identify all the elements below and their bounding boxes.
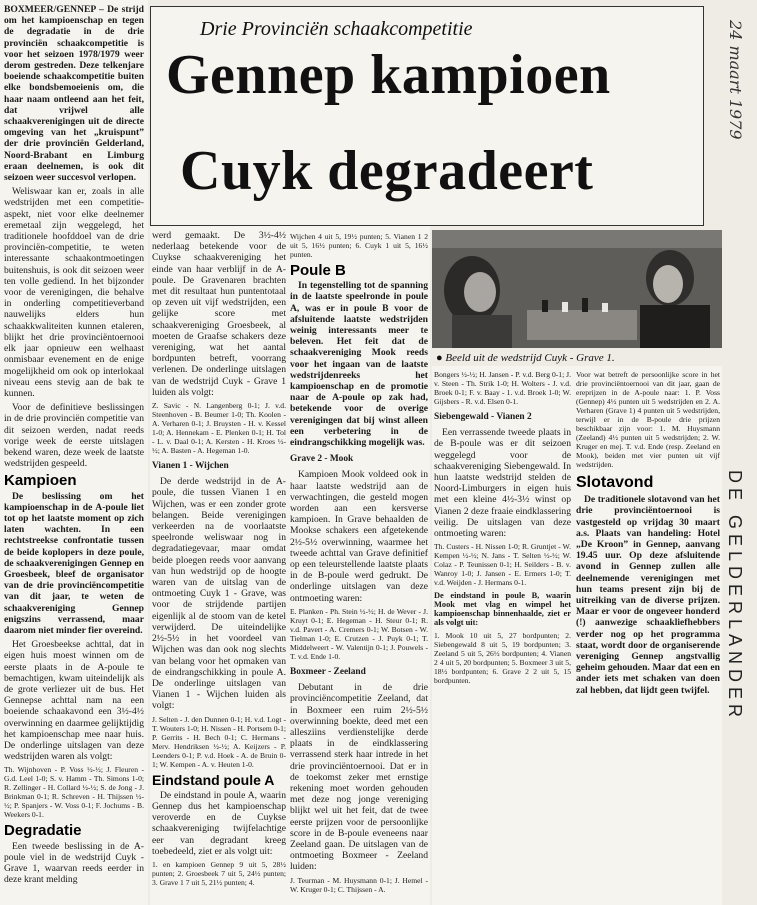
col2-results-1: Z. Savic - N. Langenberg 0-1; J. v.d. Steenhoven - B. Beumer 1-0; Th. Koolen - A. Verharen 0-1; J. Bruysten - H. v. Kessel 1-0; A. Hennekam - E. Plenken 0-1; H. Tol - L. v. Daal 0-1; A. Kersten - H. Kroes ½-½; A. Basten - A. Hegeman 1-0.	[152, 401, 286, 456]
col2-eindstand: De eindstand in poule A, waarin Gennep dus het kampioenschap veroverde en de Cuykse schaakvereniging twijfelachtige eer van degradant kreeg toebedeeld, ziet er als volgt uit:	[152, 789, 286, 857]
col1-paragraph-3: Het Groesbeekse achttal, dat in eigen huis moest winnen om de eerste plaats in de A-poule te bemachtigen, kwam uiteindelijk als de grote verliezer uit de bus. Het Gennepse achttal nam na een boeiende schaakavond een 3½-4½ overwinning en daarmee gelijktijdig het kampioenschap mee naar huis. De onderlinge uitslagen van deze wedstrijden waren als volgt:	[4, 639, 144, 763]
col3-boxmeer: Debutant in de drie provinciëncompetitie Zeeland, dat in Boxmeer een ruim 2½-5½ overwinning boekte, deed met een allesziins verdienstelijke derde plaats in de eindklassering verrassend sterk haar intrede in het drie provinciëntoernooi. Dat er in de toekomst zeker met ernstige rekening moet worden gehouden met deze nog jonge vereniging blijkt wel uit het feit, dat de twee eerste prijzen voor de persoonlijke score in de B-poule eveneens naar Zeeland gaan. De uitslagen van de ontmoeting Boxmeer - Zeeland luiden:	[290, 682, 428, 873]
headline-line-2: Cuyk degradeert	[180, 140, 594, 202]
photo-caption: ● Beeld uit de wedstrijd Cuyk - Grave 1.	[436, 352, 615, 364]
col2-results-3: 1. en kampioen Gennep 9 uit 5, 28½ punten; 2. Groesbeek 7 uit 5, 24½ punten; 3. Grave 1 7 uit 5, 21½ punten; 4.	[152, 859, 286, 887]
col4-eindstand-b: De eindstand in poule B, waarin Mook met vlag en wimpel het kampioenschap binnenhaalde, ziet er als volgt uit:	[434, 591, 571, 628]
column-5	[576, 368, 720, 902]
col1-paragraph-1: Weliswaar kan er, zoals in alle wedstrijden met een competitie-aspekt, niet voor elke deelnemer eremetaal zijn weggelegd, het traditionele hoofddoel van de drie provinciën-competitie, te weten interessante schaakontmoetingen buitenshuis, is ook dit seizoen weer ten volle gediend. In het bijzonder voor de verenigingen, die behalve in onderling competitieverband nauwelijks elders hun schaakkwaliteiten kunnen etaleren, blijkt het drie provinciëntoernooi elk jaar opnieuw een welhaast onmisbaar evenement en de enige mogelijkheid om ook op interlokaal niveau eens stevig aan de bak te kunnen.	[4, 186, 144, 399]
heading-boxmeer-zeeland: Boxmeer - Zeeland	[290, 666, 366, 677]
col2-vianen: De derde wedstrijd in de A-poule, die tussen Vianen 1 en Wijchen, was er een zonder grote belangen. Beide verenigingen verkeerden na de voorlaatste speelronde weliswaar nog in degradatiegevaar, maar omdat beide ploegen reeds voor aanvang van hun wedstrijd op de hoogte waren van de uitslag van de ontmoeting Cuyk 1 - Grave, was voor de strijdende partijen eigenlijk al de stoom van de ketel verwijderd. De uiteindelijke 2½-5½ in het voordeel van Wijchen was dan ook nog slechts van belang voor het opmaken van de eindrangschikking in poule A. De onderlinge uitslagen van Vianen 1 - Wijchen luiden als volgt:	[152, 476, 286, 712]
intro-text: – De strijd om het kampioenschap en tegen de degradatie in de drie provinciën schaakcompetitie is voor het seizoen 1978/1979 weer derom gestreden. Deze telkenjare boeiende schaakcompetitie buiten elke bondsbemoeienis om, die haar naam ontleend aan het feit, dat vrijwel alle schaakverenigingen uit de directe omgeving van het „kruispunt” der drie provinciën Gelderland, Noord-Brabant en Limburg eraan deelnemen, is ook dit seizoen weer succesvol verlopen.	[4, 4, 144, 184]
heading-grave2-mook: Grave 2 - Mook	[290, 454, 354, 465]
heading-kampioen: Kampioen	[4, 472, 77, 490]
col3-poule-b: In tegenstelling tot de spanning in de laatste speelronde in poule A, was er in poule B voor de afsluitende laatste wedstrijden weinig interessants meer te beleven. Het feit dat de schaakvereniging Mook reeds voor het ingaan van de laatste wedstrijdenreeks het kampioenschap en de promotie naar de A-poule op zak had, betekende voor de overige verenigingen dat bij winst alleen een verbetering in de eindrangschikking mogelijk was.	[290, 280, 428, 449]
column-2	[152, 230, 286, 902]
newspaper-name: DE GELDERLANDER	[725, 470, 745, 723]
heading-eindstand-a: Eindstand poule A	[152, 771, 275, 788]
kicker: Drie Provinciën schaakcompetitie	[200, 18, 473, 40]
heading-slotavond: Slotavond	[576, 474, 654, 491]
photo-caption-text: Beeld uit de wedstrijd Cuyk - Grave 1.	[445, 352, 615, 364]
col2-paragraph-1: werd gemaakt. De 3½-4½ nederlaag betekende voor de Cuykse schaakvereniging het einde van haar verblijf in de A-poule. De Gravenaren brachten met dit resultaat hun puntentotaal op zeven uit vijf wedstrijden, een gelijke score met schaakvereniging Groesbeek, al moeten de Graafse schakers deze vereniging, wat het aantal bordpunten betreft, voorrang verlenen. De onderlinge uitslagen van de wedstrijd Cuyk - Grave 1 luiden als volgt:	[152, 230, 286, 398]
left-column	[4, 4, 144, 899]
photo-image	[432, 230, 722, 348]
col1-degradatie: Een tweede beslissing in de A-poule viel in de wedstrijd Cuyk - Grave 1, waarvan reeds eerder in deze krant melding	[4, 840, 144, 886]
col3-top: Wijchen 4 uit 5, 19½ punten; 5. Vianen 1 2 uit 5, 16½ punten; 6. Cuyk 1 uit 5, 16½ punten.	[290, 232, 428, 259]
dateline: BOXMEER/GENNEP	[4, 4, 96, 15]
col3-results: E. Planken - Ph. Stein ½-½; H. de Wever - J. Kruyt 0-1; E. Hegeman - H. Steur 0-1; R. v.d. Pavert - A. Cremers 0-1; W. Botsen - W. Tielman 1-0; E. Crutzen - J. Puyk 0-1; T. Middelweert - W. Valentijn 0-1; J. Pouwels - T. v.d. Ende 1-0.	[290, 606, 428, 661]
col1-paragraph-2: Voor de definitieve beslissingen in de drie provinciën competitie van dit seizoen werden, nadat reeds vorige week de eerste uitslagen bekend waren, deze week de laatste wedstrijden gespeeld.	[4, 402, 144, 470]
col1-kampioen: De beslissing om het kampioenschap in de A-poule liet tot op het laatste moment op zich laten wachten. In een rechtstreekse confrontatie tussen de beide koplopers in deze poule, de schaakverenigingen Gennep en Groesbeek, bleef de organisator van de drie provinciëncompetitie van dit jaar, te weten de schaakvereniging Gennep enigszins verrassend, maar daarom niet minder fier overeind.	[4, 490, 144, 636]
heading-degradatie: Degradatie	[4, 822, 82, 840]
photo-chess-match	[432, 230, 722, 348]
column-4	[434, 368, 571, 902]
col3-results-2: J. Teurman - M. Huysmann 0-1; J. Hemel - W. Kruger 0-1; C. Thijssen - A.	[290, 875, 428, 894]
col5-results: Voor wat betreft de persoonlijke score in het drie provinciëntoernooi van dit jaar, gaan de ereprijzen in de A-poule naar: 1. P. Voss (Gennep) 4½ punten uit 5 wedstrijden en 2. A. Verharen (Grave 1) 4 punten uit 5 wedstrijden, terwijl er in de B-poule drie prijzen beschikbaar zijn voor: 1. M. Huysmann (Zeeland) 4½ punten uit 5 wedstrijden; 2. W. Kruger en mej. T. v.d. Ende (resp. Zeeland en Mook), beiden met vier punten uit vijf wedstrijden.	[576, 370, 720, 469]
col2-results-2: J. Selten - J. den Dunnen 0-1; H. v.d. Logt - T. Wouters 1-0; H. Nissen - H. Portsem 0-1; P. Gerrits - H. Bech 0-1; C. Hermans - Merv. Hendriksen ½-½; A. Keijzers - P. Leenders 0-1; P. v.d. Hoek - A. de Bruin 0-1; W. Kempen - A. v. Heuten 1-0.	[152, 714, 286, 769]
heading-siebengewald: Siebengewald - Vianen 2	[434, 412, 532, 422]
headline-line-1: Gennep kampioen	[166, 44, 611, 106]
col5-slotavond: De traditionele slotavond van het drie provinciëntoernooi is vastgesteld op vrijdag 30 maart a.s. Plaats van handeling: Hotel „De Kroon” in Gennep, aanvang 19.45 uur. Op deze afsluitende avond in Gennep zullen alle deelnemende verenigingen met hun teams present zijn bij de uitreiking van de diverse prijzen. Maar er voor de ongeveer honderd (!) aanwezige schaakliefhebbers verder nog op het programma staat, wordt door de organiserende vereniging Gennep angstvallig geheim gehouden. Maar dat een en ander iets met schaken van doen zal hebben, dat lijdt geen twijfel.	[576, 494, 720, 696]
column-3	[290, 230, 428, 902]
handwritten-date: 24 maart 1979	[726, 20, 745, 140]
col4-results: Bongers ½-½; H. Jansen - P. v.d. Berg 0-1; J. v. Steen - Th. Strik 1-0; H. Wolters - J. v.d. Broek 0-1; F. v. Baay - 1. v.d. Broek 1-0; W. Gijsbers - R. v.d. Elsen 0-1.	[434, 370, 571, 406]
col4-siebengewald: Een verrassende tweede plaats in de B-poule was er dit seizoen weggelegd voor de schaakvereniging Siebengewald. In hun laatste wedstrijd stelden de Noord-Limburgers in eigen huis met een kleine 4½-3½ winst op Vianen 2 deze fraaie eindklassering veilig. De uitslagen van deze ontmoeting waren:	[434, 427, 571, 540]
col4-results-2: Th. Custers - H. Nissen 1-0; R. Gruntjet - W. Kempen ½-½; N. Jans - T. Selten ½-½; W. Colaz - P. Teunissen 0-1; H. Seilders - B. v. Wanroy 1-0; J. Jansen - E. Ermers 1-0; T. v.d. Weijden - J. Hermans 0-1.	[434, 542, 571, 588]
col1-results: Th. Wijnhoven - P. Voss ½-½; J. Fleuren - G.d. Leel 1-0; S. v. Hamm - Th. Simons 1-0; R. Zellinger - H. Collard ½-½; S. de Jong - J. Brinkman 0-1; R. Schreven - H. Thijssen ½-½; P. Spanjers - W. Voss 0-1; F. Jochums - B. Weekers 0-1.	[4, 765, 144, 820]
col3-grave: Kampioen Mook voldeed ook in haar laatste wedstrijd aan de verwachtingen, die gesteld mogen worden aan een kersverse kampioen. In Grave behaalden de Mookse schakers een afgetekende 2½-5½ overwinning, waarmee het tweede achttal van Grave definitief op een teleurstellende laatste plaats in de B-poule werd gedrukt. De onderlinge uitslagen van deze ontmoeting waren:	[290, 469, 428, 604]
heading-poule-b: Poule B	[290, 262, 346, 279]
col4-results-3: 1. Mook 10 uit 5, 27 bordpunten; 2. Siebengewald 8 uit 5, 19 bordpunten; 3. Zeeland 5 uit 5, 26½ bordpunten; 4. Vianen 2 4 uit 5, 20 bordpunten; 5. Boxmeer 3 uit 5, 18½ bordpunten; 6. Grave 2 2 uit 5, 15 bordpunten.	[434, 631, 571, 686]
heading-vianen-wijchen: Vianen 1 - Wijchen	[152, 461, 229, 472]
